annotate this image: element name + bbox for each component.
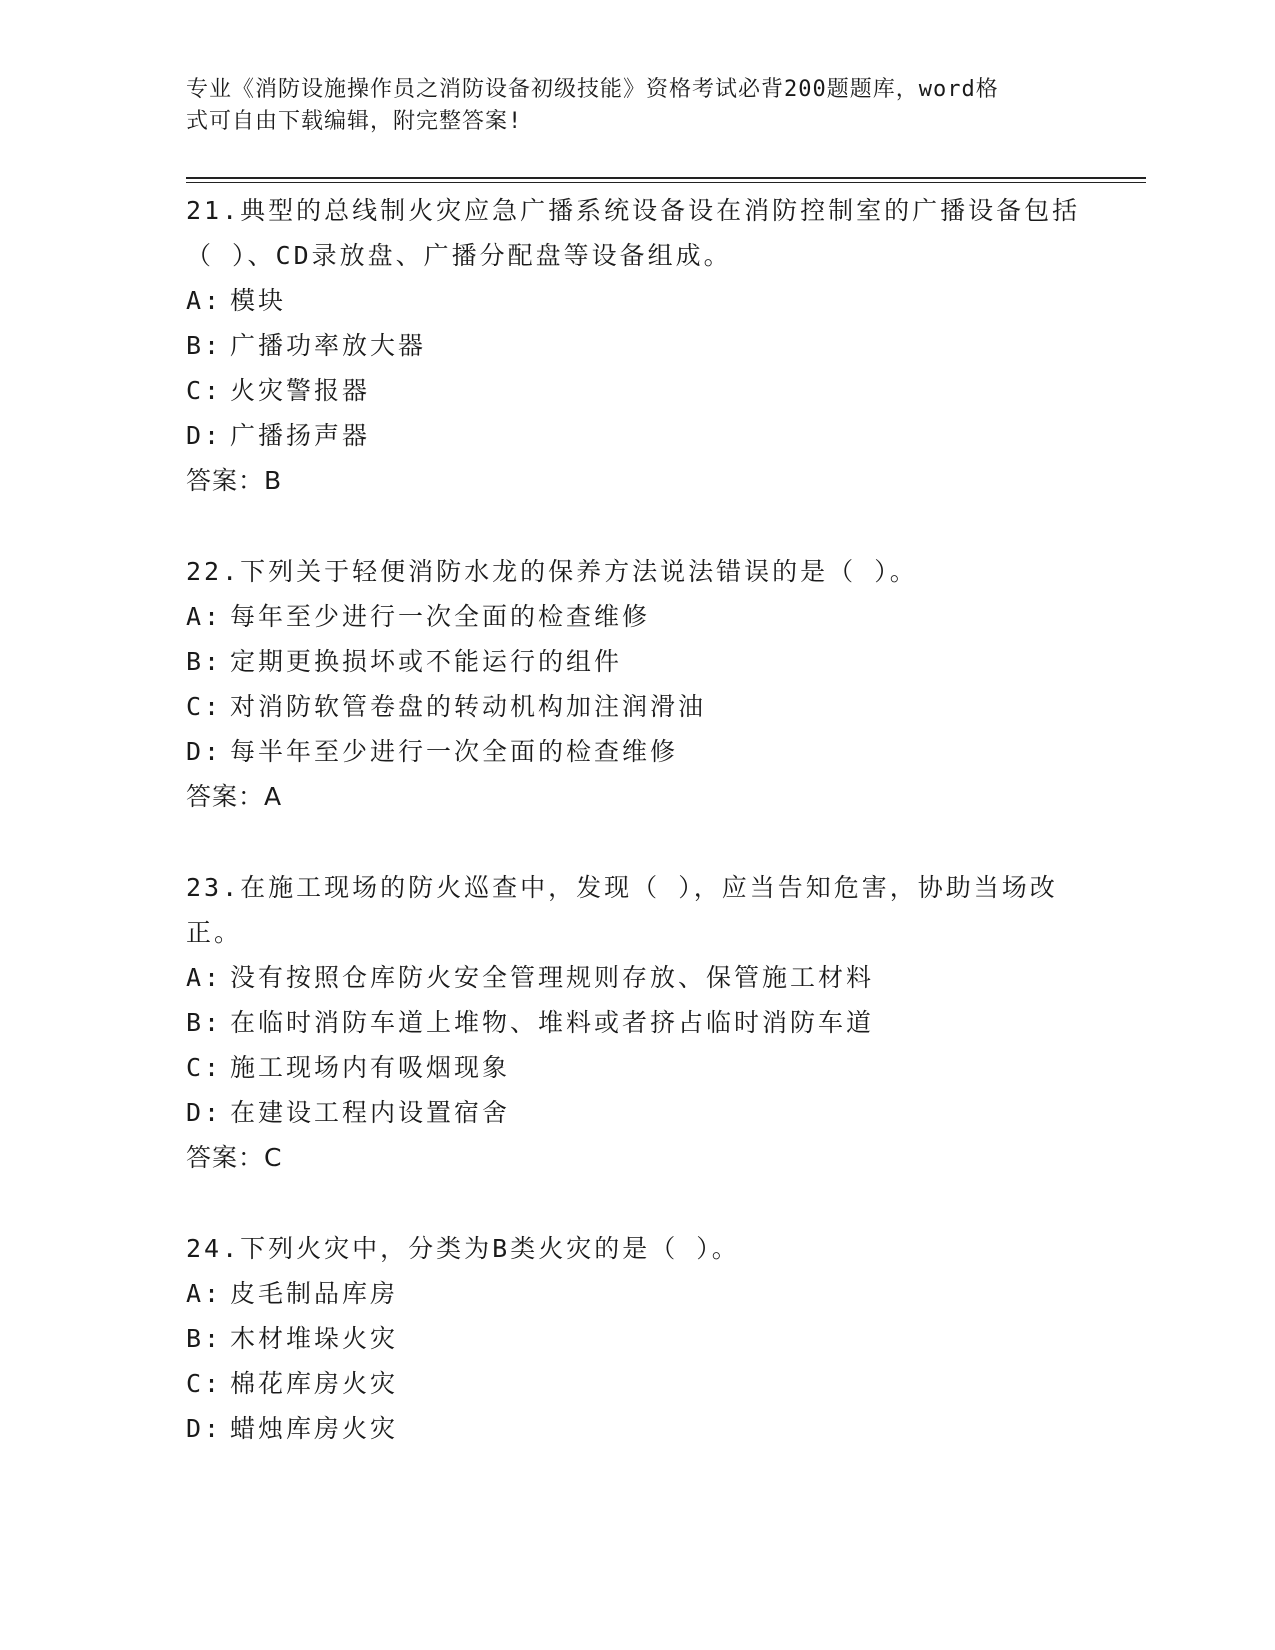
option-text: 定期更换损坏或不能运行的组件 — [230, 647, 623, 676]
option-letter: B: — [186, 1008, 223, 1037]
option-b — [186, 1316, 1086, 1361]
option-letter: C: — [186, 1053, 223, 1082]
option-letter: C: — [186, 376, 223, 405]
option-text: 广播扬声器 — [230, 421, 371, 450]
option-letter: B: — [186, 647, 223, 676]
option-text: 施工现场内有吸烟现象 — [230, 1053, 511, 1082]
option-text: 每半年至少进行一次全面的检查维修 — [230, 737, 679, 766]
option-letter: A: — [186, 963, 223, 992]
option-text: 木材堆垛火灾 — [230, 1324, 399, 1353]
question-stem: 21.典型的总线制火灾应急广播系统设备设在消防控制室的广播设备包括（ ）、CD录放盘、广播分配盘等设备组成。 — [186, 196, 1081, 270]
option-text: 广播功率放大器 — [230, 331, 427, 360]
option-b — [186, 323, 1086, 368]
question-22 — [186, 549, 1086, 819]
option-text: 在建设工程内设置宿舍 — [230, 1098, 511, 1127]
option-d — [186, 1406, 1086, 1451]
option-text: 在临时消防车道上堆物、堆料或者挤占临时消防车道 — [230, 1008, 875, 1037]
option-b — [186, 639, 1086, 684]
question-24 — [186, 1226, 1086, 1451]
option-text: 火灾警报器 — [230, 376, 371, 405]
header-divider-thick — [186, 177, 1146, 179]
option-text: 蜡烛库房火灾 — [230, 1414, 399, 1443]
option-letter: D: — [186, 1414, 223, 1443]
option-a — [186, 594, 1086, 639]
option-d — [186, 413, 1086, 458]
option-d — [186, 1090, 1086, 1135]
option-a — [186, 955, 1086, 1000]
answer-line: 答案：A — [186, 782, 283, 811]
option-text: 皮毛制品库房 — [230, 1279, 399, 1308]
option-text: 每年至少进行一次全面的检查维修 — [230, 602, 651, 631]
option-d — [186, 729, 1086, 774]
question-stem: 24.下列火灾中，分类为B类火灾的是（ ）。 — [186, 1234, 740, 1263]
option-c — [186, 684, 1086, 729]
answer-line: 答案：B — [186, 466, 283, 495]
option-letter: C: — [186, 1369, 223, 1398]
option-letter: B: — [186, 1324, 223, 1353]
option-a — [186, 278, 1086, 323]
option-letter: B: — [186, 331, 223, 360]
question-list — [186, 188, 1086, 1497]
option-text: 对消防软管卷盘的转动机构加注润滑油 — [230, 692, 707, 721]
option-c — [186, 1361, 1086, 1406]
document-header — [186, 74, 1066, 138]
question-stem: 22.下列关于轻便消防水龙的保养方法说法错误的是（ ）。 — [186, 557, 918, 586]
answer-line: 答案：C — [186, 1143, 283, 1172]
option-a — [186, 1271, 1086, 1316]
option-letter: D: — [186, 421, 223, 450]
question-21 — [186, 188, 1086, 503]
header-divider-thin — [186, 182, 1146, 183]
option-letter: D: — [186, 1098, 223, 1127]
question-23 — [186, 865, 1086, 1180]
option-letter: A: — [186, 602, 223, 631]
option-letter: A: — [186, 1279, 223, 1308]
option-text: 棉花库房火灾 — [230, 1369, 399, 1398]
question-stem: 23.在施工现场的防火巡查中，发现（ ），应当告知危害，协助当场改正。 — [186, 873, 1058, 947]
header-line-2: 式可自由下载编辑，附完整答案! — [186, 109, 523, 134]
option-letter: C: — [186, 692, 223, 721]
option-letter: D: — [186, 737, 223, 766]
option-c — [186, 368, 1086, 413]
header-line-1: 专业《消防设施操作员之消防设备初级技能》资格考试必背200题题库，word格 — [186, 77, 999, 102]
option-c — [186, 1045, 1086, 1090]
option-text: 模块 — [230, 286, 287, 315]
option-text: 没有按照仓库防火安全管理规则存放、保管施工材料 — [230, 963, 875, 992]
option-letter: A: — [186, 286, 223, 315]
option-b — [186, 1000, 1086, 1045]
